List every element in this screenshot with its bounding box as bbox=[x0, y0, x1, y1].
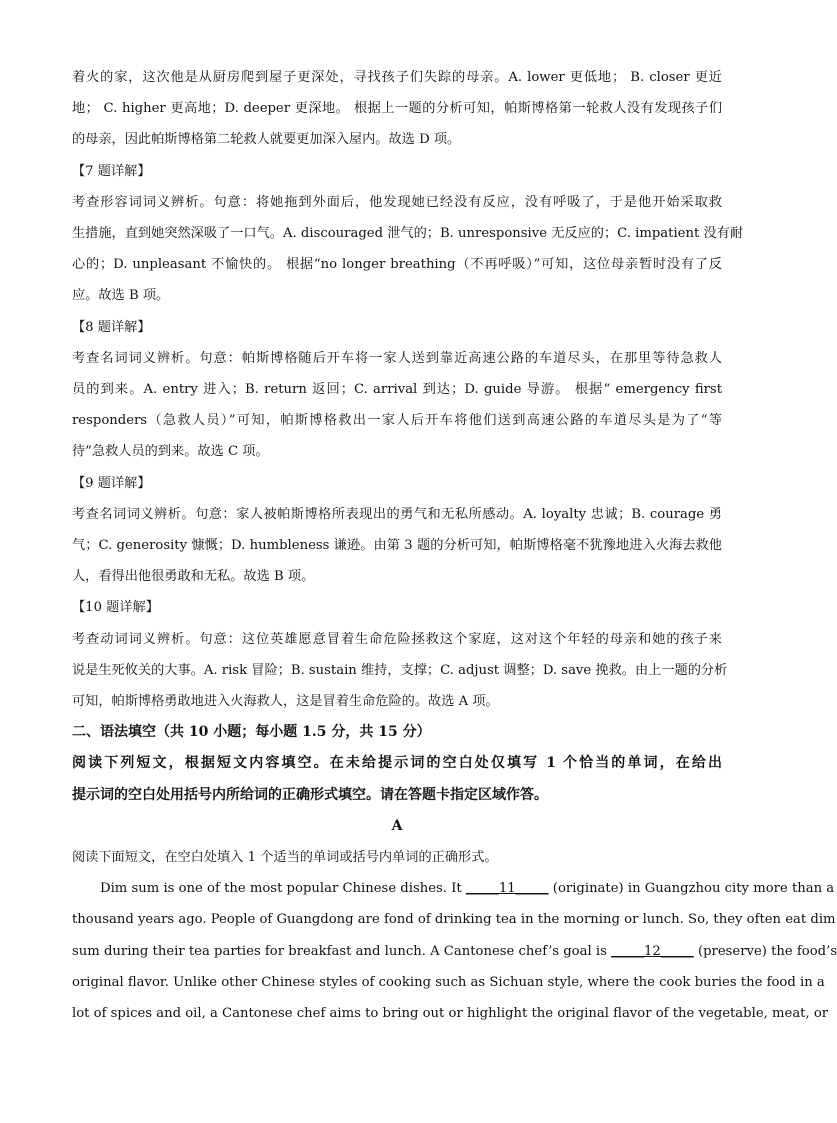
section-2-heading: 二、语法填空（共 10 小题；每小题 1.5 分，共 15 分） bbox=[72, 724, 431, 741]
passage-line bbox=[72, 873, 835, 904]
passage-text: sum during their tea parties for breakfast and lunch. A Cantonese chef’s goal is bbox=[72, 943, 612, 959]
passage-line: lot of spices and oil, a Cantonese chef aims to bring out or highlight the original flavor of the vegetable, meat, or bbox=[72, 1006, 829, 1022]
part-a-instructions: 阅读下面短文，在空白处填入 1 个适当的单词或括号内单词的正确形式。 bbox=[72, 850, 498, 866]
text-line: 的母亲，因此帕斯博格第二轮救人就要更加深入屋内。故选 D 项。 bbox=[72, 132, 461, 148]
text-line: 员的到来。A. entry 进入；B. return 返回；C. arrival 到达；D. guide 导游。 根据“ emergency first bbox=[72, 382, 722, 398]
passage-line: thousand years ago. People of Guangdong are fond of drinking tea in the morning or lunch. So, they often eat dim bbox=[72, 912, 836, 928]
question-8-heading: 【8 题详解】 bbox=[72, 319, 151, 335]
text-line: 生措施，直到她突然深吸了一口气。A. discouraged 泄气的；B. unresponsive 无反应的；C. impatient 没有耐 bbox=[72, 226, 744, 242]
text-line: 考查名词词义辨析。句意：家人被帕斯博格所表现出的勇气和无私所感动。A. loyalty 忠诚；B. courage 勇 bbox=[72, 506, 722, 522]
passage-text: (originate) in Guangzhou city more than a bbox=[548, 881, 835, 897]
section-instructions: 阅读下列短文，根据短文内容填空。在未给提示词的空白处仅填写 1 个恰当的单词，在给出 bbox=[72, 755, 722, 772]
text-line: 考查形容词词义辨析。句意：将她拖到外面后，他发现她已经没有反应，没有呼吸了，于是他开始采取救 bbox=[72, 194, 722, 210]
text-line: 应。故选 B 项。 bbox=[72, 288, 170, 304]
text-line: 考查动词词义辨析。句意：这位英雄愿意冒着生命危险拯救这个家庭，这对这个年轻的母亲和她的孩子来 bbox=[72, 631, 722, 647]
text-line: 心的；D. unpleasant 不愉快的。 根据“no longer breathing（不再呼吸）”可知，这位母亲暂时没有了反 bbox=[72, 257, 722, 273]
text-line: 地； C. higher 更高地；D. deeper 更深地。 根据上一题的分析可知，帕斯博格第一轮救人没有发现孩子们 bbox=[72, 101, 723, 117]
text-line: 气；C. generosity 慷慨；D. humbleness 谦逊。由第 3 题的分析可知，帕斯博格毫不犹豫地进入火海去救他 bbox=[72, 538, 722, 554]
passage-text: Dim sum is one of the most popular Chinese dishes. It bbox=[100, 881, 466, 897]
blank-11: _____11_____ bbox=[465, 881, 549, 897]
text-line: 说是生死攸关的大事。A. risk 冒险；B. sustain 维持，支撑；C. adjust 调整；D. save 挽救。由上一题的分析 bbox=[72, 662, 728, 678]
question-10-heading: 【10 题详解】 bbox=[72, 600, 159, 616]
passage-text: (preserve) the food’s bbox=[693, 943, 837, 959]
question-9-heading: 【9 题详解】 bbox=[72, 475, 151, 491]
text-line: 考查名词词义辨析。句意：帕斯博格随后开车将一家人送到靠近高速公路的车道尽头，在那里等待急救人 bbox=[72, 350, 722, 366]
text-line: responders（急救人员）”可知，帕斯博格救出一家人后开车将他们送到高速公路的车道尽头是为了“等 bbox=[72, 413, 722, 429]
question-7-heading: 【7 题详解】 bbox=[72, 163, 151, 179]
section-instructions: 提示词的空白处用括号内所给词的正确形式填空。请在答题卡指定区域作答。 bbox=[72, 786, 548, 803]
text-line: 人，看得出他很勇敢和无私。故选 B 项。 bbox=[72, 569, 315, 585]
passage-line: original flavor. Unlike other Chinese styles of cooking such as Sichuan style, where the cook buries the food in a bbox=[72, 974, 825, 990]
text-line: 着火的家，这次他是从厨房爬到屋子更深处，寻找孩子们失踪的母亲。A. lower 更低地； B. closer 更近 bbox=[72, 70, 722, 85]
text-line: 可知，帕斯博格勇敢地进入火海救人，这是冒着生命危险的。故选 A 项。 bbox=[72, 694, 499, 710]
blank-12: _____12_____ bbox=[611, 943, 694, 959]
text-line: 待”急救人员的到来。故选 C 项。 bbox=[72, 444, 269, 460]
passage-line bbox=[72, 936, 837, 967]
part-a-heading: A bbox=[391, 817, 403, 834]
